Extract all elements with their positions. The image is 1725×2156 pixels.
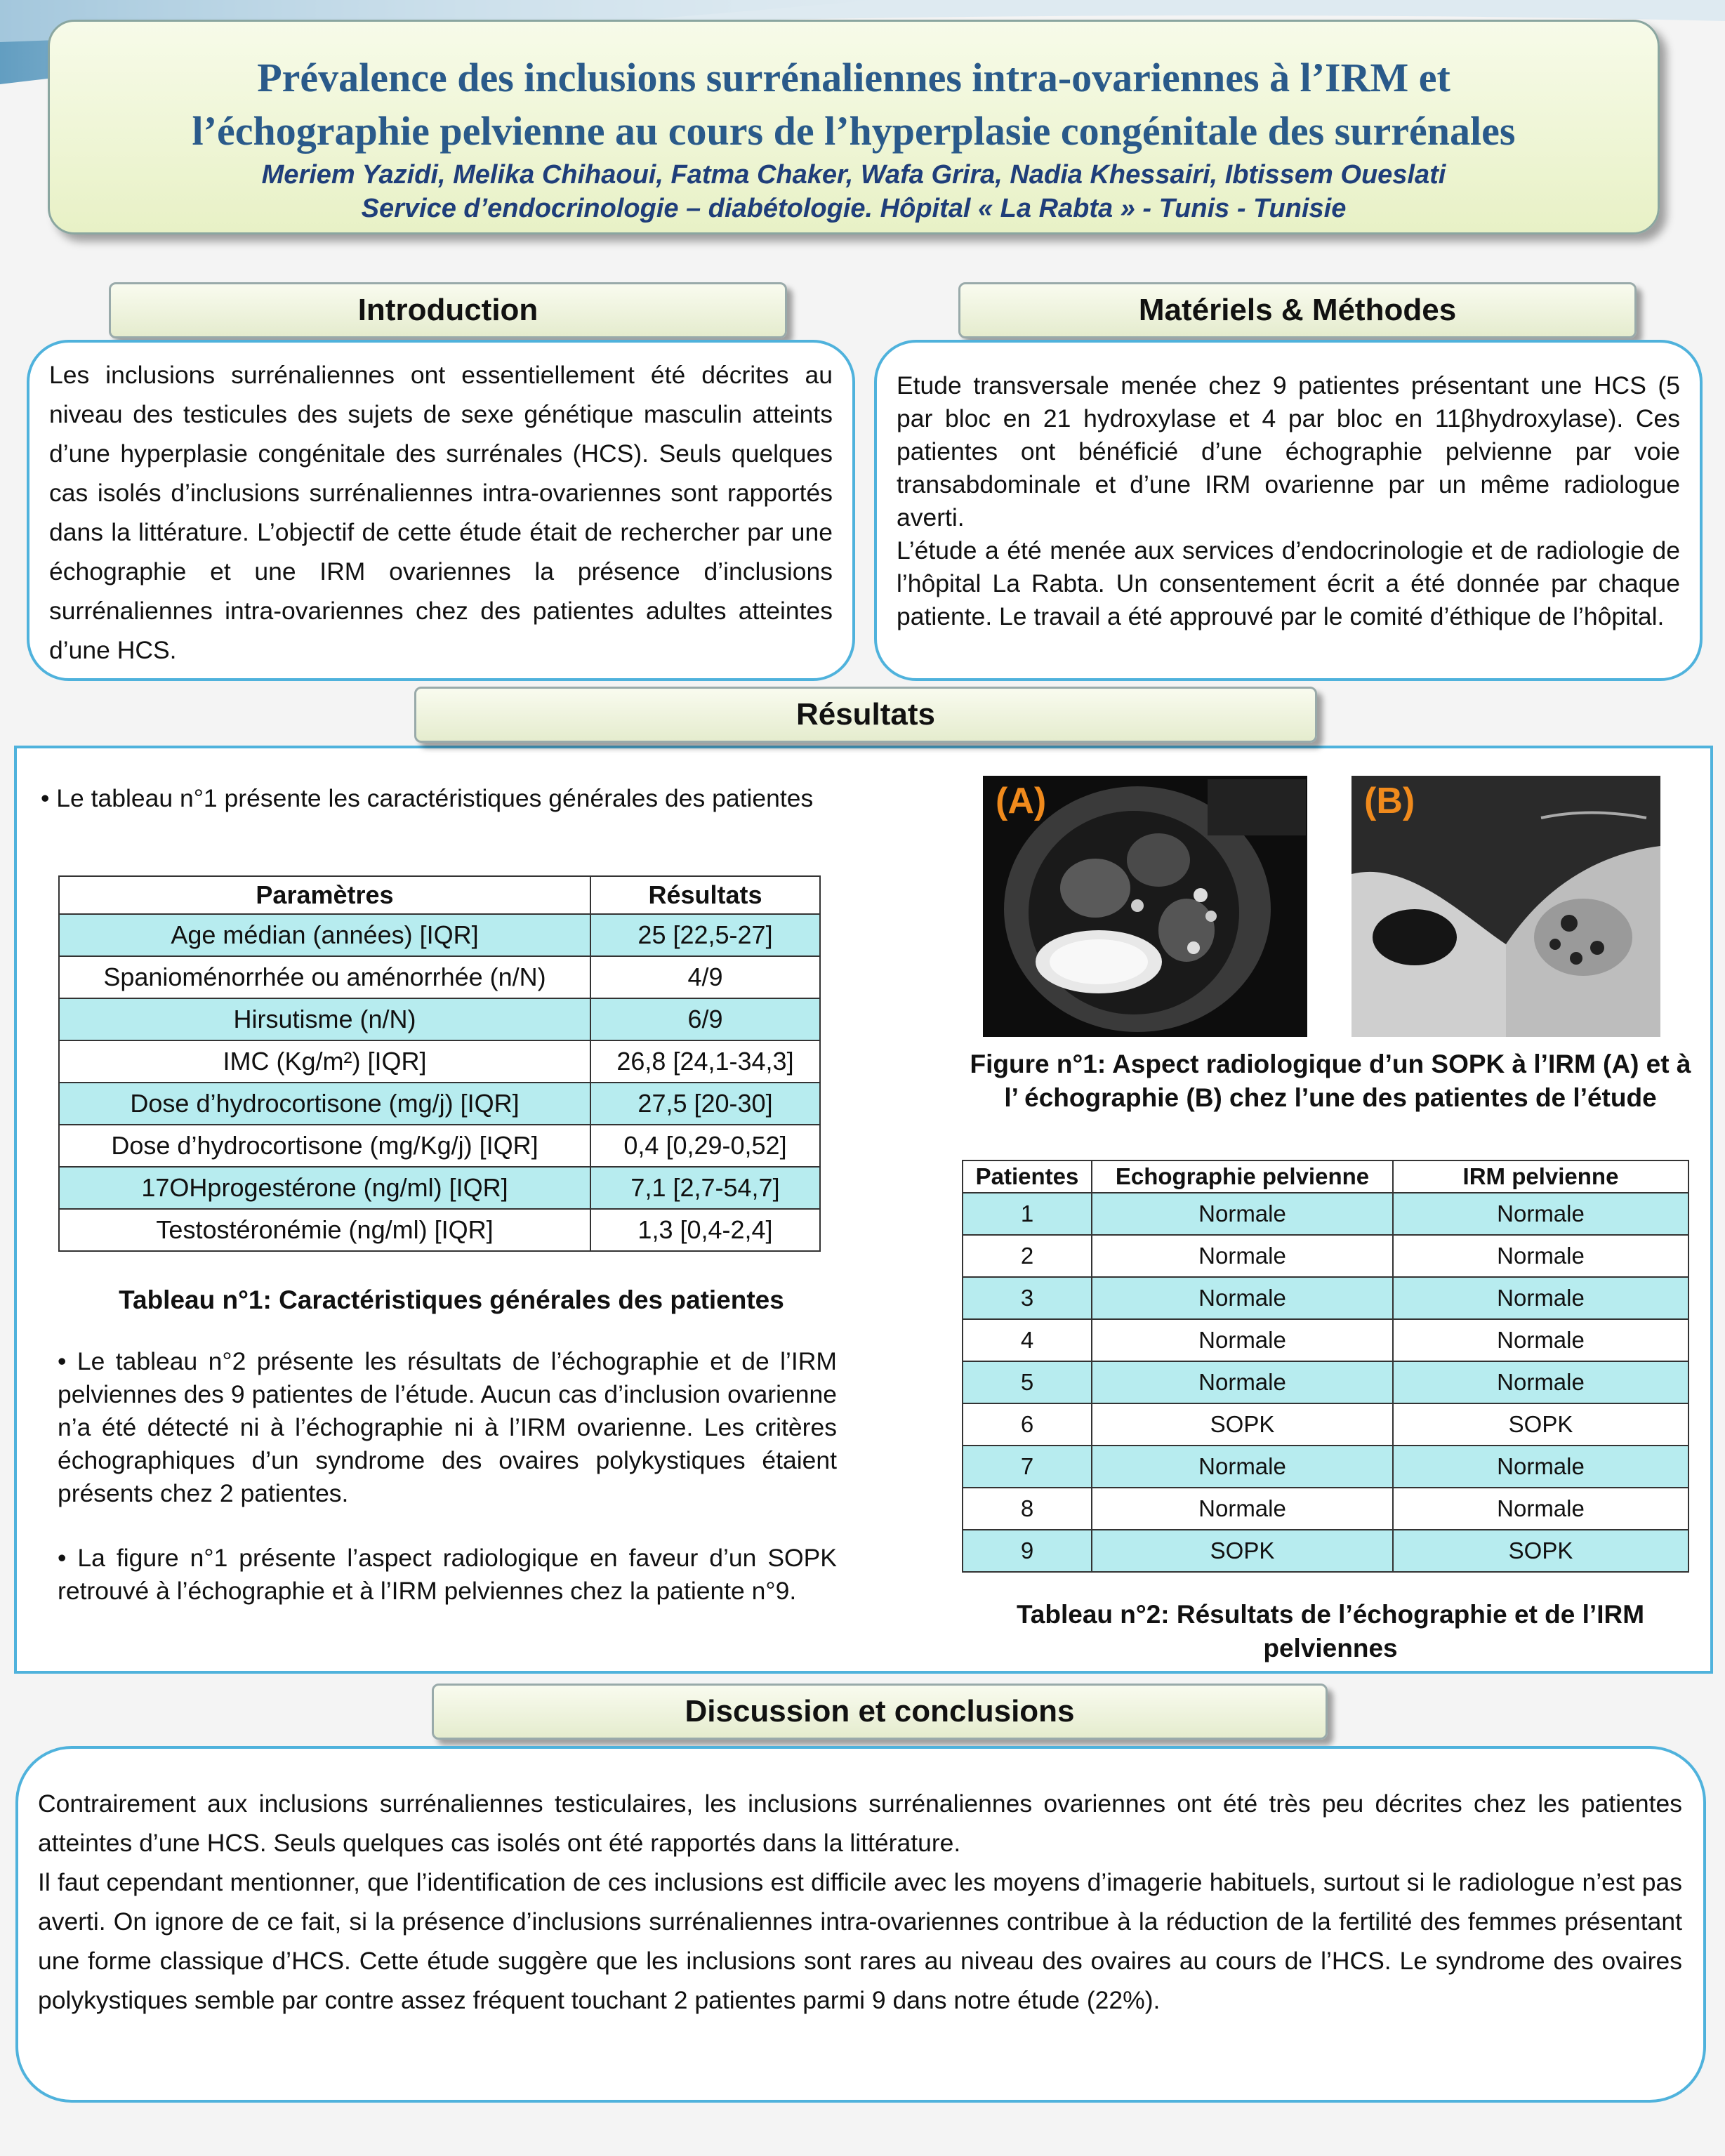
- table-cell: 26,8 [24,1-34,3]: [590, 1040, 820, 1083]
- table-cell: Normale: [1092, 1193, 1393, 1235]
- table-cell: 6: [963, 1403, 1092, 1446]
- methods-paragraph-2: L’étude a été menée aux services d’endocrinologie et de radiologie de l’hôpital La Rabta. Un consentement écrit a été donnée par chaque patiente. Le travail a été approuvé par le comité d’éthique de l’hôpital.: [897, 536, 1680, 630]
- table-row: [963, 1403, 1688, 1446]
- discussion-paragraph-1: Contrairement aux inclusions surrénaliennes testiculaires, les inclusions surrénaliennes ovariennes ont été très peu décrites chez les patientes atteintes d’une HCS. Seuls quelques cas isolés ont été rapportés dans la littérature.: [38, 1790, 1682, 1857]
- discussion-paragraph-2: Il faut cependant mentionner, que l’identification de ces inclusions est difficile avec les moyens d’imagerie habituels, surtout si le radiologue n’est pas averti. On ignore de ce fait, si la présence d’inclusions surrénaliennes intra-ovariennes contribue à la réduction de la fertilité des femmes présentant une forme classique d’HCS. Cette étude suggère que les inclusions sont rares au niveau des ovaires au cours de l’HCS. Le syndrome des ovaires polykystiques semble par contre assez fréquent touchant 2 patientes parmi 9 dans notre étude (22%).: [38, 1868, 1682, 2014]
- table-cell: 3: [963, 1277, 1092, 1319]
- table-cell: Testostéronémie (ng/ml) [IQR]: [59, 1209, 590, 1251]
- table-2-header-irm: IRM pelvienne: [1393, 1160, 1688, 1193]
- table-cell: SOPK: [1393, 1403, 1688, 1446]
- results-bullet-1: • Le tableau n°1 présente les caractéristiques générales des patientes: [41, 784, 814, 812]
- table-cell: 7,1 [2,7-54,7]: [590, 1167, 820, 1209]
- table-2: [962, 1160, 1689, 1573]
- table-cell: Normale: [1393, 1319, 1688, 1361]
- table-cell: 1: [963, 1193, 1092, 1235]
- table-cell: 27,5 [20-30]: [590, 1083, 820, 1125]
- table-2-header-echographie: Echographie pelvienne: [1092, 1160, 1393, 1193]
- table-cell: 1,3 [0,4-2,4]: [590, 1209, 820, 1251]
- table-cell: IMC (Kg/m²) [IQR]: [59, 1040, 590, 1083]
- table-row: [59, 1125, 820, 1167]
- results-bullet-2: • Le tableau n°2 présente les résultats de l’échographie et de l’IRM pelviennes des 9 patientes de l’étude. Aucun cas d’inclusion ovarienne n’a été détecté ni à l’échographie ni à l’IRM ovarienne. Les critères échographiques d’un syndrome des ovaires polykystiques étaient présents chez 2 patientes.: [58, 1347, 837, 1507]
- introduction-text: Les inclusions surrénaliennes ont essentiellement été décrites au niveau des testicules des sujets de sexe génétique masculin atteints d’une hyperplasie congénitale des surrénales (HCS). Seuls quelques cas isolés d’inclusions surrénaliennes intra-ovariennes sont rapportés dans la littérature. L’objectif de cette étude était de rechercher par une échographie et une IRM ovariennes la présence d’inclusions surrénaliennes intra-ovariennes chez des patientes adultes atteintes d’une HCS.: [49, 361, 833, 664]
- table-cell: 8: [963, 1488, 1092, 1530]
- authors: Meriem Yazidi, Melika Chihaoui, Fatma Chaker, Wafa Grira, Nadia Khessairi, Ibtissem Oueslati: [261, 160, 1446, 190]
- table-row: [59, 998, 820, 1040]
- table-cell: Dose d’hydrocortisone (mg/j) [IQR]: [59, 1083, 590, 1125]
- table-cell: SOPK: [1092, 1530, 1393, 1572]
- results-bullet-3: • La figure n°1 présente l’aspect radiologique en faveur d’un SOPK retrouvé à l’échographie et à l’IRM pelviennes chez la patiente n°9.: [58, 1544, 837, 1605]
- introduction-box: [27, 340, 855, 681]
- table-row: [963, 1277, 1688, 1319]
- introduction-heading: Introduction: [109, 282, 787, 338]
- table-1-header-parametres: Paramètres: [59, 876, 590, 914]
- table-cell: 17OHprogestérone (ng/ml) [IQR]: [59, 1167, 590, 1209]
- table-1-header-row: [59, 876, 820, 914]
- poster-title: [50, 51, 1658, 158]
- table-cell: 25 [22,5-27]: [590, 914, 820, 956]
- table-2-caption: Tableau n°2: Résultats de l’échographie et de l’IRM pelviennes: [1016, 1600, 1645, 1662]
- table-cell: 7: [963, 1446, 1092, 1488]
- table-row: [963, 1319, 1688, 1361]
- table-2-header-patientes: Patientes: [963, 1160, 1092, 1193]
- table-cell: Normale: [1092, 1277, 1393, 1319]
- table-cell: 6/9: [590, 998, 820, 1040]
- table-cell: 0,4 [0,29-0,52]: [590, 1125, 820, 1167]
- title-line-1: Prévalence des inclusions surrénaliennes intra-ovariennes à l’IRM et: [257, 55, 1450, 100]
- table-cell: Normale: [1393, 1235, 1688, 1277]
- table-cell: Dose d’hydrocortisone (mg/Kg/j) [IQR]: [59, 1125, 590, 1167]
- methods-box: [874, 340, 1703, 681]
- table-cell: Spanioménorrhée ou aménorrhée (n/N): [59, 956, 590, 998]
- table-row: [59, 1083, 820, 1125]
- table-cell: Normale: [1092, 1361, 1393, 1403]
- table-row: [59, 1040, 820, 1083]
- table-cell: SOPK: [1092, 1403, 1393, 1446]
- table-1: [58, 875, 821, 1252]
- table-row: [963, 1446, 1688, 1488]
- ultrasound-image: [1351, 776, 1660, 1037]
- table-row: [963, 1530, 1688, 1572]
- figure-label-b: (B): [1364, 781, 1415, 821]
- table-row: [59, 956, 820, 998]
- title-line-2: l’échographie pelvienne au cours de l’hyperplasie congénitale des surrénales: [192, 108, 1516, 154]
- table-row: [963, 1235, 1688, 1277]
- table-row: [963, 1193, 1688, 1235]
- table-cell: Age médian (années) [IQR]: [59, 914, 590, 956]
- table-cell: 5: [963, 1361, 1092, 1403]
- methods-heading: Matériels & Méthodes: [958, 282, 1637, 338]
- table-cell: 9: [963, 1530, 1092, 1572]
- table-cell: SOPK: [1393, 1530, 1688, 1572]
- table-cell: 4: [963, 1319, 1092, 1361]
- table-cell: Normale: [1393, 1488, 1688, 1530]
- table-row: [59, 914, 820, 956]
- figure-1-caption: Figure n°1: Aspect radiologique d’un SOPK à l’IRM (A) et à l’ échographie (B) chez l’une des patientes de l’étude: [970, 1050, 1691, 1112]
- table-cell: Normale: [1393, 1446, 1688, 1488]
- table-row: [59, 1167, 820, 1209]
- title-banner: [48, 20, 1660, 234]
- table-cell: Normale: [1092, 1235, 1393, 1277]
- table-1-header-resultats: Résultats: [590, 876, 820, 914]
- mri-image: [983, 776, 1307, 1037]
- discussion-heading: Discussion et conclusions: [432, 1684, 1328, 1740]
- table-row: [963, 1488, 1688, 1530]
- table-cell: Normale: [1393, 1361, 1688, 1403]
- service-affiliation: Service d’endocrinologie – diabétologie. Hôpital « La Rabta » - Tunis - Tunisie: [361, 194, 1347, 223]
- results-heading: Résultats: [414, 687, 1317, 743]
- table-cell: Normale: [1092, 1319, 1393, 1361]
- table-1-caption: Tableau n°1: Caractéristiques générales des patientes: [119, 1285, 784, 1314]
- table-row: [963, 1361, 1688, 1403]
- table-cell: Normale: [1393, 1193, 1688, 1235]
- methods-paragraph-1: Etude transversale menée chez 9 patientes présentant une HCS (5 par bloc en 21 hydroxylase et 4 par bloc en 11βhydroxylase). Ces patientes ont bénéficié d’une échographie pelvienne par voie transabdominale et d’une IRM ovarienne par un même radiologue averti.: [897, 371, 1680, 531]
- table-cell: Normale: [1092, 1488, 1393, 1530]
- table-cell: 2: [963, 1235, 1092, 1277]
- table-cell: 4/9: [590, 956, 820, 998]
- figure-label-a: (A): [996, 781, 1047, 821]
- table-cell: Hirsutisme (n/N): [59, 998, 590, 1040]
- table-cell: Normale: [1393, 1277, 1688, 1319]
- table-2-header-row: [963, 1160, 1688, 1193]
- table-cell: Normale: [1092, 1446, 1393, 1488]
- table-row: [59, 1209, 820, 1251]
- discussion-box: [15, 1746, 1706, 2103]
